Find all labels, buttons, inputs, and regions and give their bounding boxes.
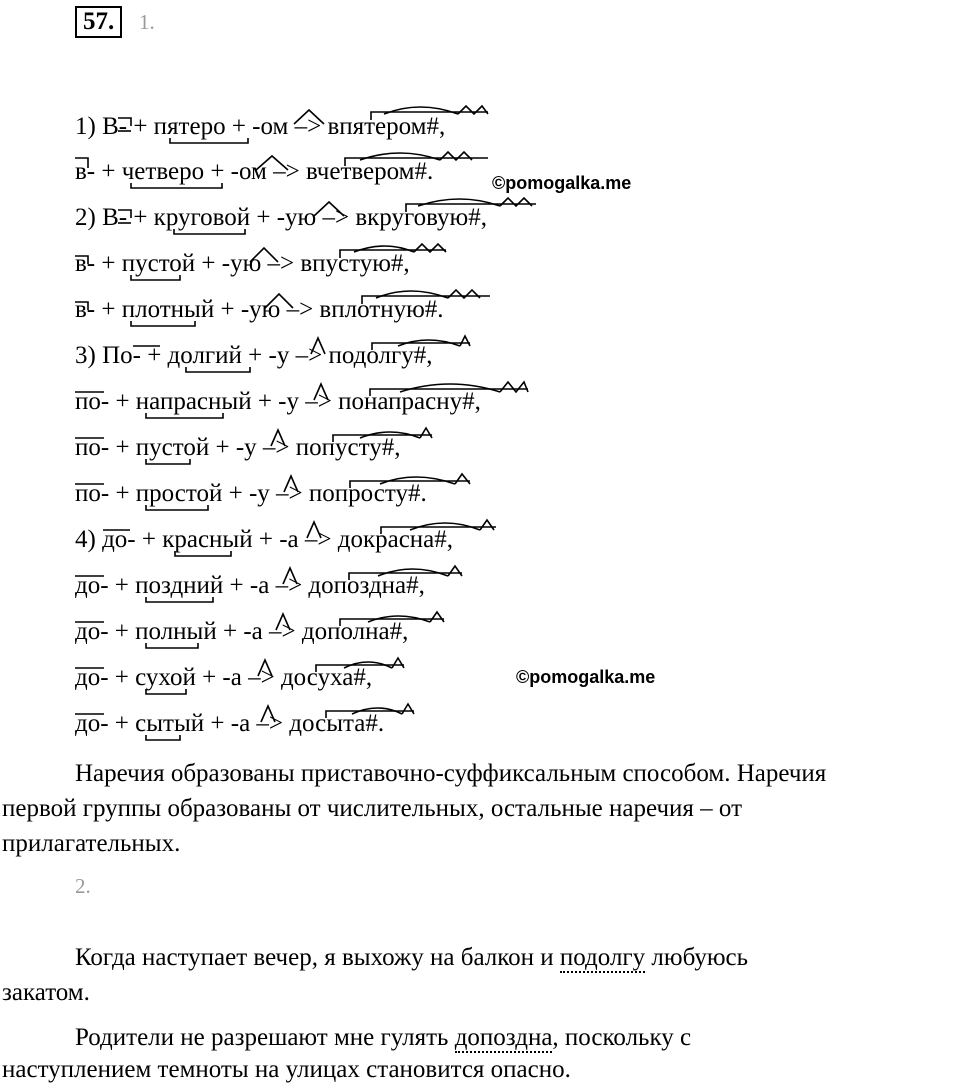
derivation-line: по- + напрасный + -у –> понапрасну#, [75,388,481,415]
derivation-line: 3) По- + долгий + -у –> подолгу#, [75,342,433,369]
adverb-highlight: допоздна [454,1024,553,1051]
conclusion-line: прилагательных. [2,830,181,857]
derivation-line: 4) до- + красный + -а –> докрасна#, [75,526,454,553]
part-2-label: 2. [75,874,91,898]
sentence-text: , поскольку с [552,1024,692,1051]
conclusion-line: Наречия образованы приставочно-суффиксальным способом. Наречия [75,760,827,787]
derivation-line: в- + четверо + -ом –> вчетвером#. [75,158,434,185]
derivation-line: по- + пустой + -у –> попусту#, [75,434,401,461]
watermark: ©pomogalka.me [516,667,656,687]
sentence-text: любуюсь [645,944,749,971]
derivation-line: в- + пустой + -ую –> впустую#, [75,250,410,277]
derivation-line: 1) В- + пятеро + -ом –> впятером#, [75,113,446,140]
sentence-text: Родители не разрешают мне гулять [75,1024,455,1051]
derivation-line: до- + сухой + -а –> досуха#, [75,664,373,691]
derivation-line: до- + сытый + -а –> досыта#. [75,710,385,737]
sentence-text: Когда наступает вечер, я выхожу на балкон и [75,944,560,971]
derivation-line: до- + поздний + -а –> допоздна#, [75,572,425,599]
sentence-line: наступлением темноты на улицах становится опасно. [2,1056,571,1083]
adverb-highlight: подолгу [559,944,646,971]
sentence-line: закатом. [2,979,90,1006]
derivation-line: до- + полный + -а –> дополна#, [75,618,409,645]
sentence-line [75,940,748,975]
derivation-line: по- + простой + -у –> попросту#. [75,480,427,507]
conclusion-line: первой группы образованы от числительных, остальные наречия – от [2,795,742,822]
part-1-label: 1. [139,10,155,34]
task-number: 57. [75,6,122,38]
watermark: ©pomogalka.me [492,173,632,193]
derivation-line: 2) В- + круговой + -ую –> вкруговую#, [75,204,487,231]
sentence-line [75,1020,691,1055]
derivation-line: в- + плотный + -ую –> вплотную#. [75,296,444,323]
